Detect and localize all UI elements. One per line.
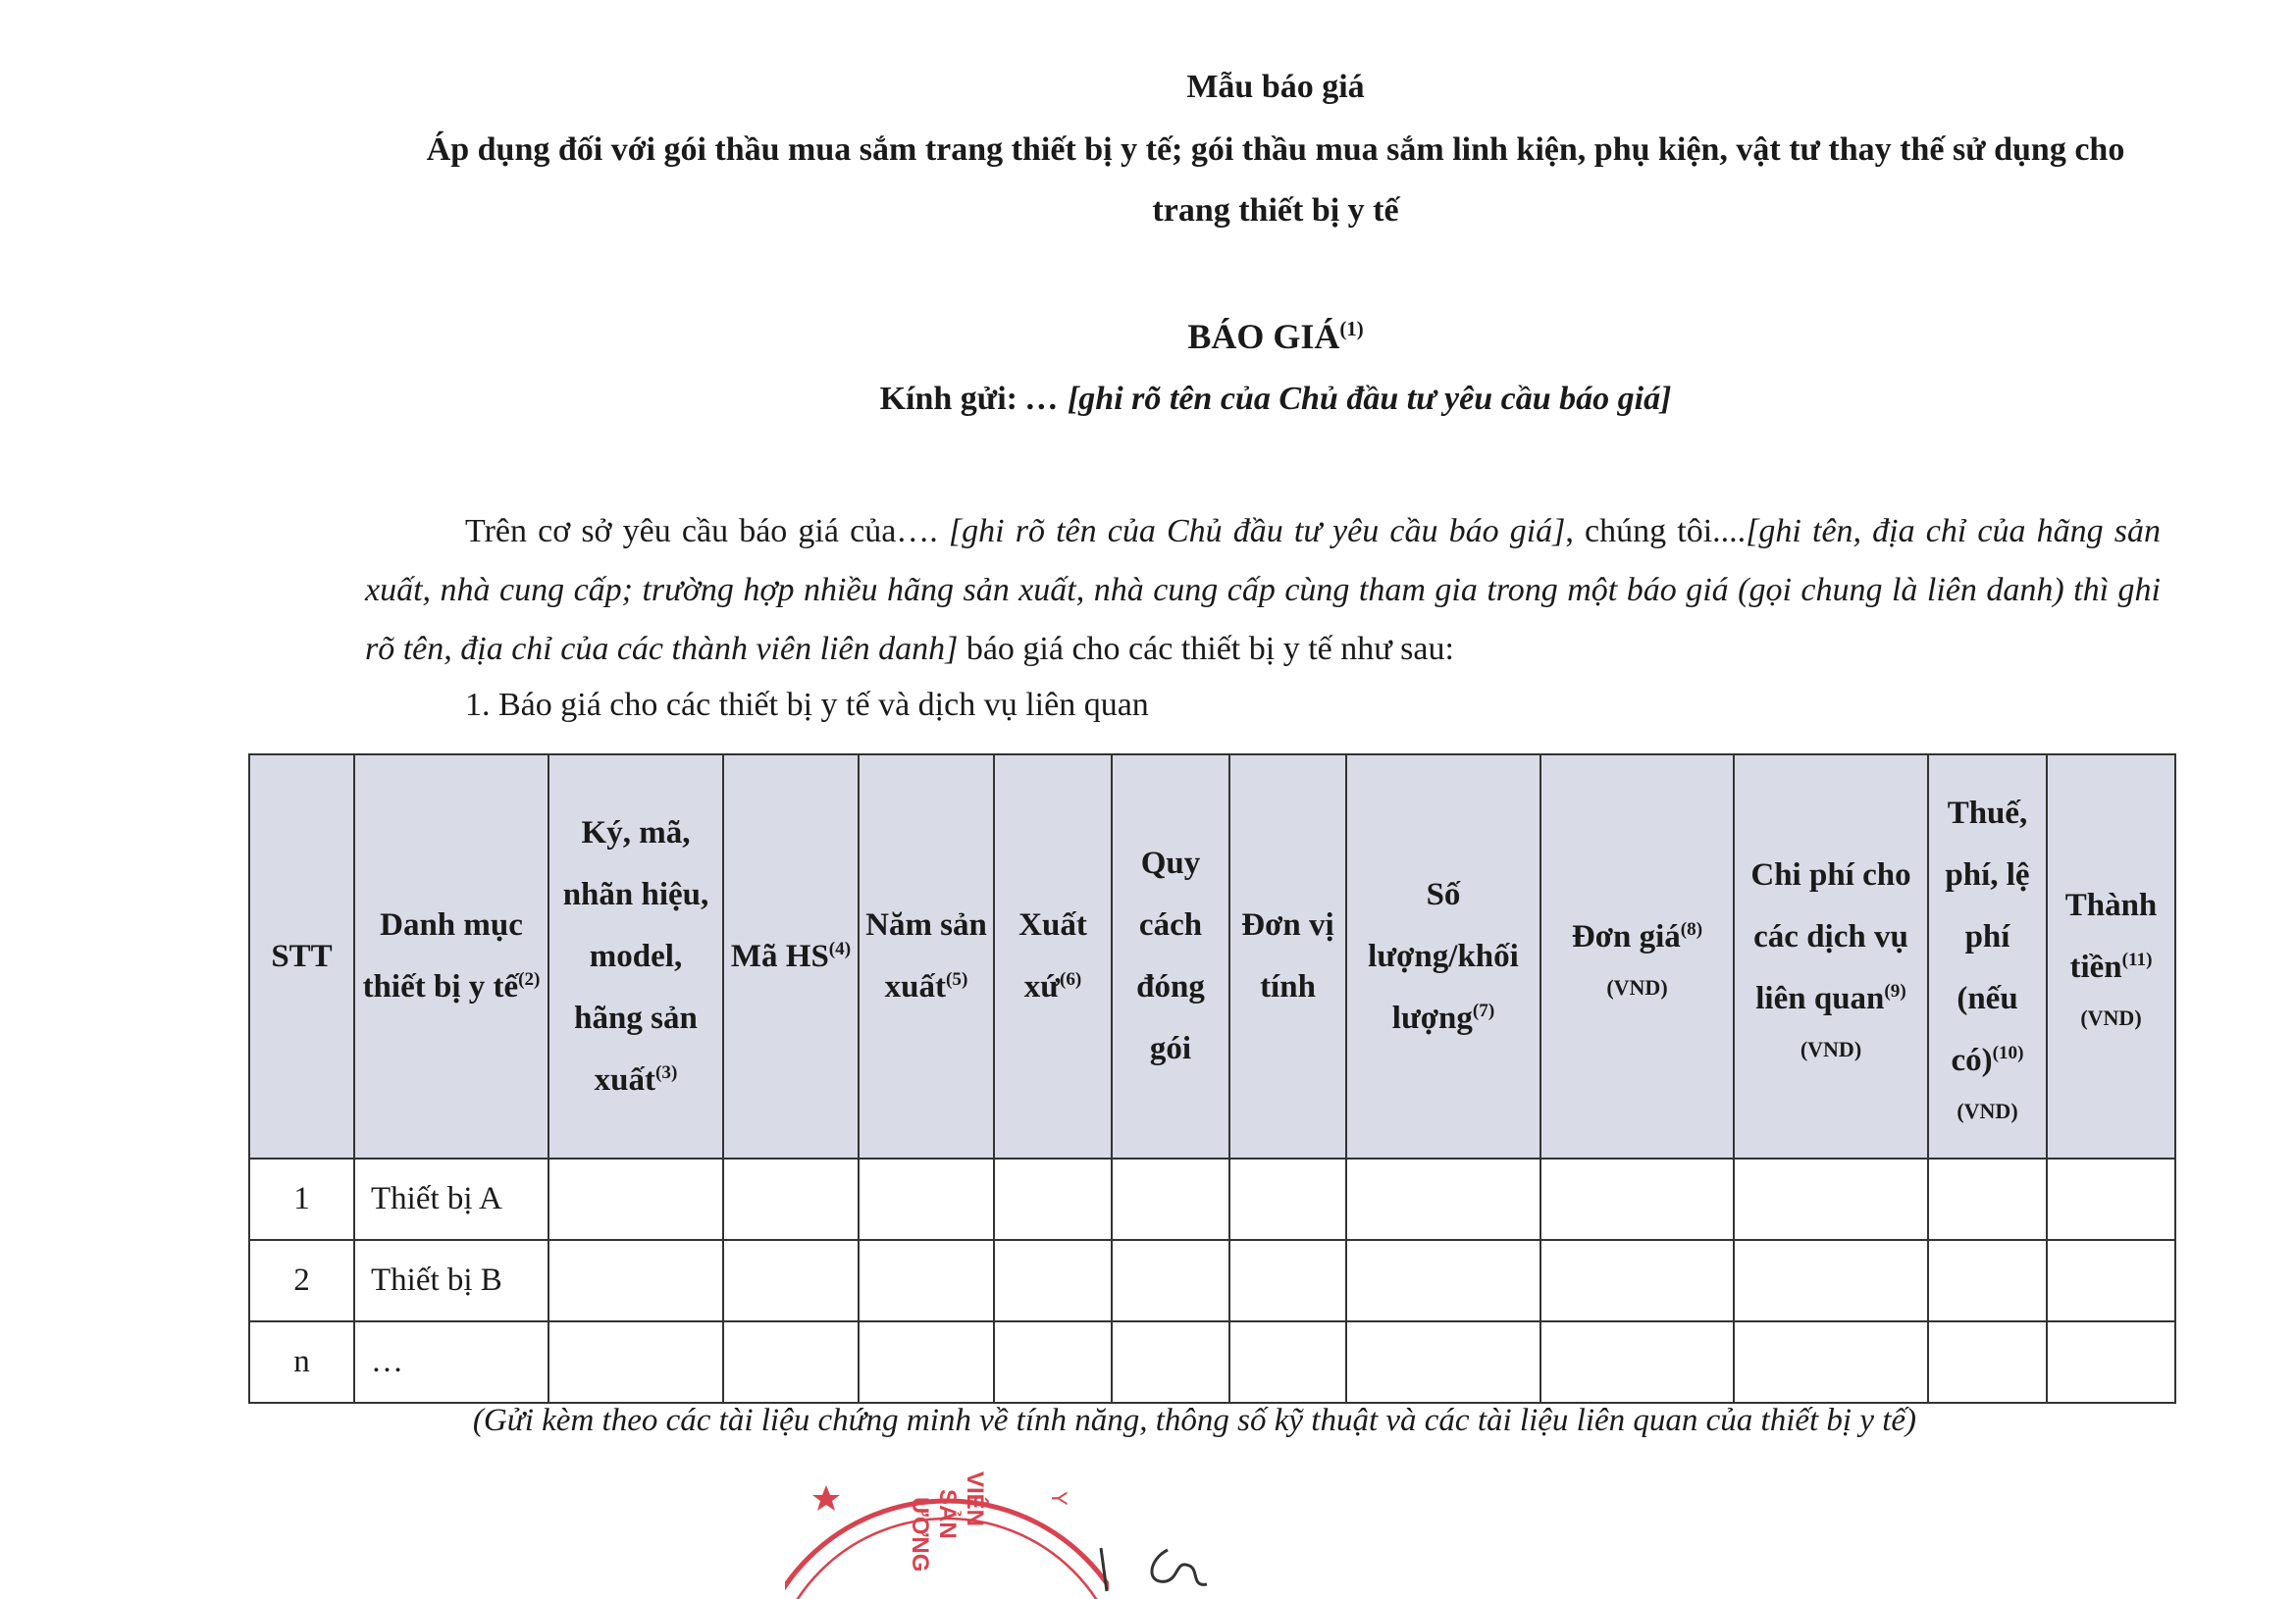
header-footnote: (11) bbox=[2121, 950, 2153, 970]
header-cell bbox=[249, 754, 354, 1159]
empty-cell bbox=[1928, 1240, 2047, 1321]
empty-cell bbox=[723, 1159, 859, 1240]
empty-cell bbox=[1540, 1159, 1734, 1240]
intro-text-3: báo giá cho các thiết bị y tế như sau: bbox=[958, 631, 1454, 667]
header-label: Số lượng/khối lượng bbox=[1368, 876, 1519, 1036]
header-label: Đơn vị tính bbox=[1241, 907, 1334, 1005]
header-cell bbox=[1229, 754, 1346, 1159]
header-label: Năm sản xuất bbox=[865, 907, 987, 1005]
scope-line-2: trang thiết bị y tế bbox=[1152, 192, 1399, 229]
intro-text-2: , chúng tôi.... bbox=[1565, 513, 1747, 549]
recipient-label: Kính gửi: bbox=[879, 381, 1018, 417]
header-label: Quy cách đóng gói bbox=[1136, 846, 1205, 1066]
header-footnote: (4) bbox=[828, 938, 852, 959]
row-device-name: Thiết bị B bbox=[354, 1240, 548, 1321]
header-footnote: (8) bbox=[1680, 918, 1703, 940]
empty-cell bbox=[2047, 1159, 2175, 1240]
header-footnote: (5) bbox=[946, 969, 968, 990]
empty-cell bbox=[1112, 1321, 1229, 1403]
intro-italic-2: [ghi tên, địa chỉ của hãng sản xuất, nhà cung cấp; trường hợp nhiều hãng sản xuất, nhà cung cấp cùng tham gia trong một báo giá (gọi chung là liên danh) thì ghi rõ tên, địa chỉ của các thành viên liên danh] bbox=[365, 513, 2162, 667]
table-row bbox=[249, 1240, 2175, 1321]
header-unit: (VND) bbox=[1957, 1098, 2018, 1123]
company-stamp bbox=[785, 1471, 1109, 1599]
empty-cell bbox=[2047, 1321, 2175, 1403]
intro-text-1: Trên cơ sở yêu cầu báo giá của…. bbox=[465, 513, 949, 549]
header-footnote: (10) bbox=[1992, 1042, 2024, 1063]
header-footnote: (6) bbox=[1060, 969, 1082, 990]
header-unit: (VND) bbox=[1606, 974, 1668, 1000]
quote-title bbox=[412, 316, 2139, 357]
stamp-line-1: VIÊN bbox=[962, 1471, 988, 1527]
header-cell bbox=[2047, 754, 2175, 1159]
empty-cell bbox=[1229, 1240, 1346, 1321]
empty-cell bbox=[1540, 1240, 1734, 1321]
empty-cell bbox=[859, 1240, 994, 1321]
header-cell bbox=[1734, 754, 1928, 1159]
table-row bbox=[249, 1159, 2175, 1240]
header-cell bbox=[354, 754, 548, 1159]
header-footnote: (2) bbox=[518, 969, 541, 990]
empty-cell bbox=[548, 1321, 723, 1403]
header-label: Thành tiền bbox=[2064, 888, 2158, 985]
header-cell bbox=[548, 754, 723, 1159]
form-title: Mẫu báo giá bbox=[1186, 69, 1365, 105]
table-row bbox=[249, 1321, 2175, 1403]
svg-text:ƯƠNG bbox=[907, 1497, 933, 1572]
header-cell bbox=[994, 754, 1112, 1159]
header-unit: (VND) bbox=[1800, 1036, 1862, 1061]
stamp-line-3: ƯƠNG bbox=[907, 1497, 933, 1573]
header-label: STT bbox=[271, 938, 333, 974]
intro-paragraph bbox=[365, 502, 2161, 679]
svg-text:Y: Y bbox=[1047, 1491, 1071, 1506]
intro-italic-1: [ghi rõ tên của Chủ đầu tư yêu cầu báo giá] bbox=[948, 513, 1566, 549]
empty-cell bbox=[1229, 1159, 1346, 1240]
section-1-title: 1. Báo giá cho các thiết bị y tế và dịch vụ liên quan bbox=[465, 687, 1149, 723]
empty-cell bbox=[1734, 1159, 1928, 1240]
row-number: 2 bbox=[249, 1240, 354, 1321]
empty-cell bbox=[1734, 1321, 1928, 1403]
row-device-name: Thiết bị A bbox=[354, 1159, 548, 1240]
header-label: Ký, mã, nhãn hiệu, model, hãng sản xuất bbox=[562, 814, 709, 1098]
scope-line-1: Áp dụng đối với gói thầu mua sắm trang thiết bị y tế; gói thầu mua sắm linh kiện, phụ kiện, vật tư thay thế sử dụng cho bbox=[426, 131, 2125, 168]
header-footnote: (3) bbox=[655, 1061, 678, 1083]
recipient-line bbox=[412, 381, 2139, 418]
row-number: 1 bbox=[249, 1159, 354, 1240]
header-cell bbox=[1928, 754, 2047, 1159]
empty-cell bbox=[723, 1240, 859, 1321]
header-unit: (VND) bbox=[2080, 1006, 2142, 1030]
header-label: Danh mục thiết bị y tế bbox=[362, 907, 523, 1005]
empty-cell bbox=[723, 1321, 859, 1403]
row-device-name: … bbox=[354, 1321, 548, 1403]
header-label: Chi phí cho các dịch vụ liên quan bbox=[1750, 856, 1911, 1016]
svg-text:SẢN bbox=[934, 1489, 963, 1539]
empty-cell bbox=[1346, 1240, 1540, 1321]
attachment-note: (Gửi kèm theo các tài liệu chứng minh về tính năng, thông số kỹ thuật và các tài liệu liên quan của thiết bị y tế) bbox=[472, 1403, 1917, 1438]
header-label: Xuất xứ bbox=[1018, 907, 1087, 1005]
header-label: Đơn giá bbox=[1571, 918, 1681, 954]
header-footnote: (7) bbox=[1472, 1000, 1495, 1021]
empty-cell bbox=[2047, 1240, 2175, 1321]
empty-cell bbox=[1112, 1159, 1229, 1240]
empty-cell bbox=[1112, 1240, 1229, 1321]
header-cell bbox=[723, 754, 859, 1159]
header-cell bbox=[1540, 754, 1734, 1159]
empty-cell bbox=[1346, 1159, 1540, 1240]
header-label: Mã HS bbox=[730, 938, 829, 974]
empty-cell bbox=[1346, 1321, 1540, 1403]
quote-title-text: BÁO GIÁ bbox=[1187, 317, 1340, 356]
empty-cell bbox=[994, 1159, 1112, 1240]
stamp-line-2: SẢN bbox=[934, 1489, 961, 1539]
empty-cell bbox=[1928, 1321, 2047, 1403]
header-cell bbox=[1346, 754, 1540, 1159]
empty-cell bbox=[1229, 1321, 1346, 1403]
header-footnote: (9) bbox=[1884, 980, 1906, 1002]
table-body bbox=[249, 1159, 2175, 1403]
empty-cell bbox=[1734, 1240, 1928, 1321]
handwritten-signature bbox=[1089, 1530, 1217, 1599]
quote-title-footnote: (1) bbox=[1339, 317, 1364, 340]
empty-cell bbox=[548, 1159, 723, 1240]
header-cell bbox=[859, 754, 994, 1159]
empty-cell bbox=[548, 1240, 723, 1321]
table-header-row bbox=[249, 754, 2175, 1159]
empty-cell bbox=[1928, 1159, 2047, 1240]
header-cell bbox=[1112, 754, 1229, 1159]
recipient-placeholder: … [ghi rõ tên của Chủ đầu tư yêu cầu báo giá] bbox=[1025, 381, 1672, 417]
svg-text:VIÊN bbox=[962, 1471, 989, 1526]
empty-cell bbox=[994, 1321, 1112, 1403]
empty-cell bbox=[1540, 1321, 1734, 1403]
row-number: n bbox=[249, 1321, 354, 1403]
header-label: Thuế, phí, lệ phí (nếu có) bbox=[1945, 795, 2030, 1078]
empty-cell bbox=[859, 1159, 994, 1240]
empty-cell bbox=[859, 1321, 994, 1403]
empty-cell bbox=[994, 1240, 1112, 1321]
quote-table bbox=[248, 753, 2176, 1404]
